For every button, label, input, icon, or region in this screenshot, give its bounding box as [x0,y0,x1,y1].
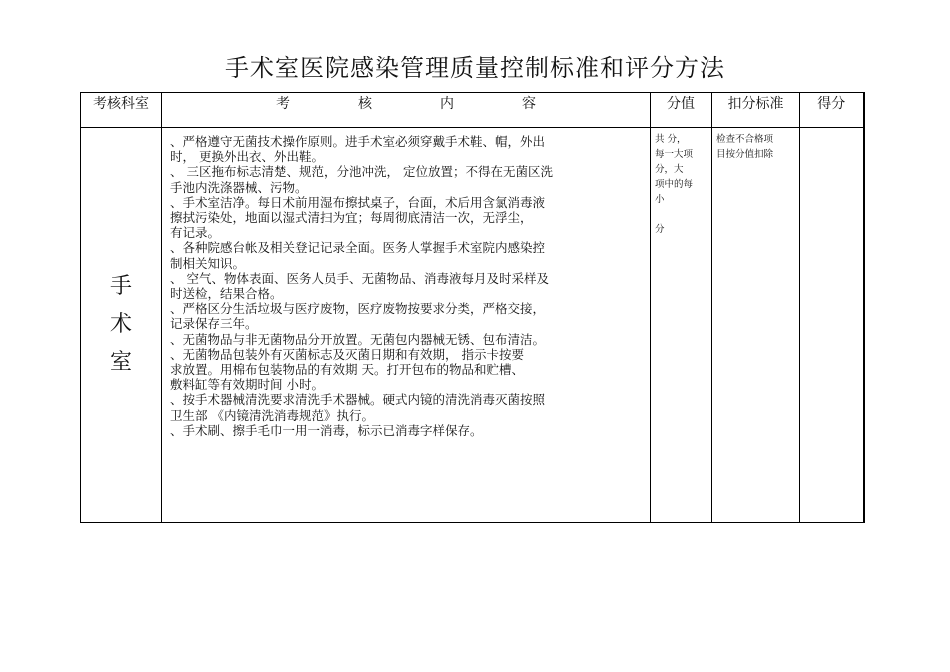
department-char: 室 [109,350,132,375]
score-line [655,207,709,222]
score-line: 每一大项 [655,149,694,160]
deduction-cell [712,128,800,523]
score-line: 分 [655,224,665,235]
header-content-char: 内 [440,96,454,112]
obtained-score-cell [800,128,864,523]
content-line: 制相关知识。 [170,255,246,271]
content-line: 擦拭污染处，地面以湿式清扫为宜；每周彻底清洁一次，无浮尘， [170,210,533,226]
department-char: 术 [109,312,132,337]
header-content-char: 容 [522,96,536,112]
content-line: 敷料缸等有效期时间 小时。 [170,377,324,393]
evaluation-table [80,92,865,523]
header-content-char: 核 [358,96,372,112]
content-line: 、 空气、物体表面、医务人员手、无菌物品、消毒液每月及时采样及 [170,270,549,286]
header-content-char: 考 [276,96,290,112]
content-line: 、严格区分生活垃圾与医疗废物，医疗废物按要求分类，严格交接， [170,301,546,317]
score-line: 项中的每 [655,179,694,190]
header-score: 分值 [651,93,712,128]
content-line: 、无菌物品与非无菌物品分开放置。无菌包内器械无锈、包布清洁。 [170,331,546,347]
content-line: 、无菌物品包装外有灭菌标志及灭菌日期和有效期， 指示卡按要 [170,346,524,362]
score-line: 分，大 [655,164,684,175]
score-cell [651,128,712,523]
department-char: 手 [109,274,132,299]
content-line: 、 三区拖布标志清楚、规范，分池冲洗， 定位放置；不得在无菌区洗 [170,164,553,180]
document-title: 手术室医院感染管理质量控制标准和评分方法 [225,54,725,82]
content-line: 求放置。用棉布包装物品的有效期 天。打开包布的物品和贮槽、 [170,362,524,378]
content-line: 、按手术器械清洗要求清洗手术器械。硬式内镜的清洗消毒灭菌按照 [170,392,546,408]
content-line: 记录保存三年。 [170,316,258,332]
header-department: 考核科室 [81,93,162,128]
table-header-row [81,93,864,128]
content-line: 卫生部 《内镜清洗消毒规范》执行。 [170,407,374,423]
content-line: 手池内洗涤器械、污物。 [170,179,308,195]
table-row [81,128,864,523]
header-deduction: 扣分标准 [712,93,800,128]
content-line: 时送检，结果合格。 [170,286,283,302]
deduction-line: 检查不合格项 [716,134,774,145]
score-line: 共 分， [655,134,687,145]
content-line: 有记录。 [170,225,221,241]
content-line: 、各种院感台帐及相关登记记录全面。医务人掌握手术室院内感染控 [170,240,546,256]
content-cell [162,128,651,523]
header-obtained: 得分 [800,93,864,128]
department-cell [81,128,162,523]
content-line: 、严格遵守无菌技术操作原则。进手术室必须穿戴手术鞋、帽，外出 [170,134,546,149]
score-line: 小 [655,194,665,205]
department-name [109,268,133,382]
header-content [162,93,651,128]
content-line: 、手术室洁净。每日术前用湿布擦拭桌子，台面，术后用含氯消毒液 [170,194,546,210]
content-line: 时， 更换外出衣、外出鞋。 [170,149,324,165]
deduction-line: 目按分值扣除 [716,149,774,160]
content-line: 、手术刷、擦手毛巾一用一消毒，标示已消毒字样保存。 [170,422,483,438]
